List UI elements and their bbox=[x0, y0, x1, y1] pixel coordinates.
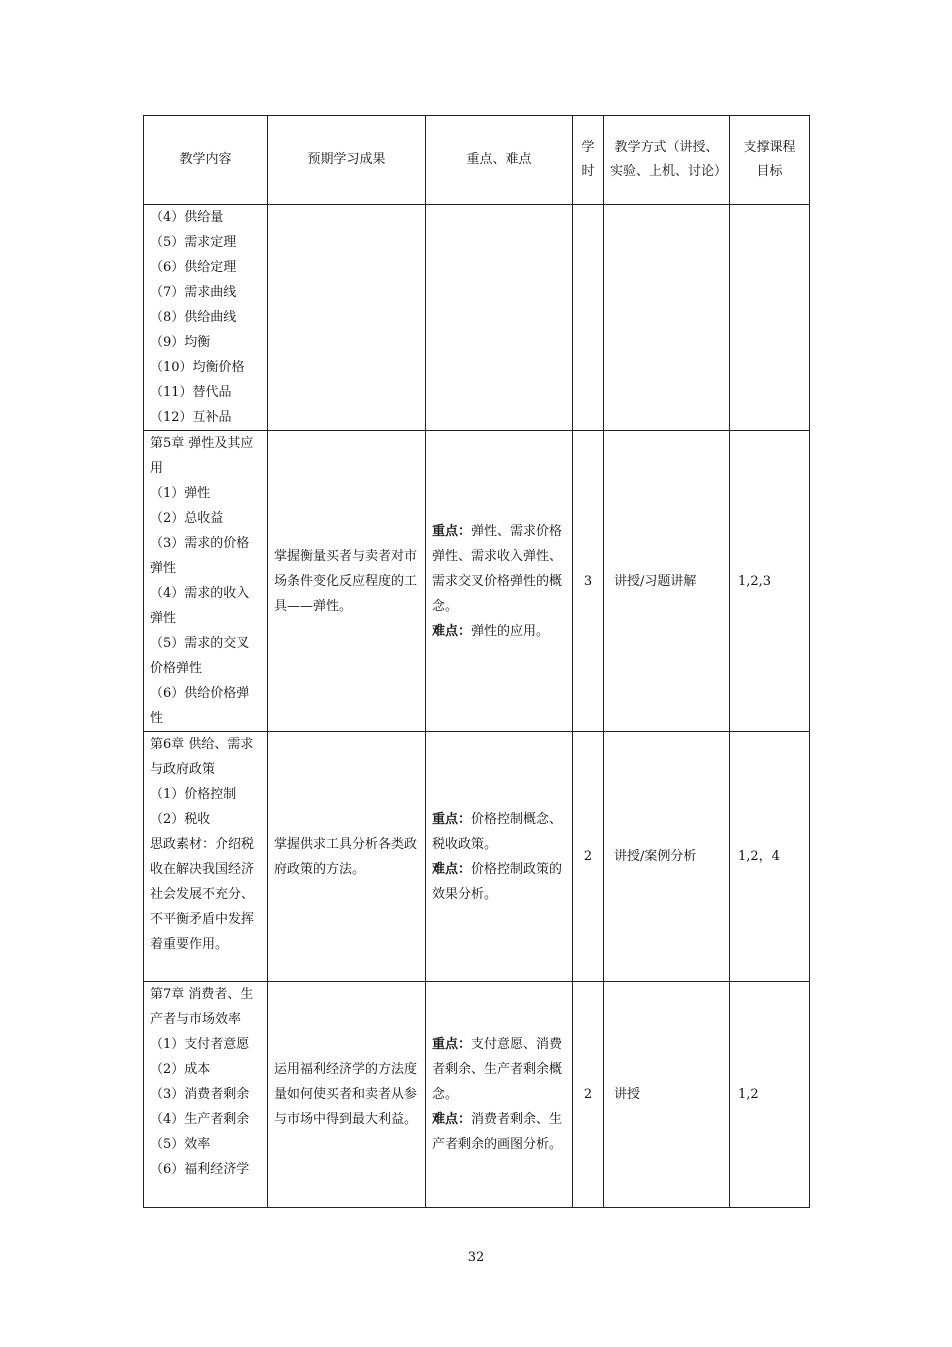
content-line: （1）支付者意愿 bbox=[150, 1037, 250, 1052]
cell-content bbox=[144, 982, 268, 1208]
chapter-title: 第5章 弹性及其应用 bbox=[150, 436, 254, 476]
cell-hours: 3 bbox=[573, 431, 604, 732]
cell-goal: 1,2 bbox=[730, 982, 810, 1208]
chapter-title: 第6章 供给、需求与政府政策 bbox=[150, 737, 254, 777]
cell-content bbox=[144, 431, 268, 732]
cell-method: 讲授 bbox=[604, 982, 730, 1208]
cell-hours bbox=[573, 205, 604, 431]
content-line: （3）需求的价格弹性 bbox=[150, 536, 250, 576]
cell-keypoints bbox=[426, 732, 573, 982]
header-goal: 支撑课程目标 bbox=[730, 116, 810, 205]
cell-outcome bbox=[268, 732, 426, 982]
content-line: （5）需求的交叉价格弹性 bbox=[150, 636, 250, 676]
content-line: （2）成本 bbox=[150, 1062, 211, 1077]
content-line: （2）总收益 bbox=[150, 511, 224, 526]
outcome-text: 掌握衡量买者与卖者对市场条件变化反应程度的工具——弹性。 bbox=[274, 548, 418, 614]
key-label: 重点： bbox=[432, 811, 472, 827]
syllabus-table bbox=[143, 115, 810, 1208]
cell-method: 讲授/习题讲解 bbox=[604, 431, 730, 732]
ideology-note: 思政素材：介绍税收在解决我国经济社会发展不充分、不平衡矛盾中发挥着重要作用。 bbox=[150, 837, 255, 952]
content-line: （6）供给定理 bbox=[150, 260, 237, 275]
cell-method bbox=[604, 205, 730, 431]
header-hours: 学时 bbox=[573, 116, 604, 205]
cell-hours: 2 bbox=[573, 982, 604, 1208]
difficulty-label: 难点： bbox=[432, 861, 472, 877]
cell-goal bbox=[730, 205, 810, 431]
table-row bbox=[144, 205, 810, 431]
table-row bbox=[144, 431, 810, 732]
cell-goal: 1,2,3 bbox=[730, 431, 810, 732]
cell-content bbox=[144, 732, 268, 982]
cell-hours: 2 bbox=[573, 732, 604, 982]
cell-method: 讲授/案例分析 bbox=[604, 732, 730, 982]
content-line: （4）需求的收入弹性 bbox=[150, 586, 250, 626]
content-line: （4）生产者剩余 bbox=[150, 1112, 250, 1127]
header-content: 教学内容 bbox=[144, 116, 268, 205]
content-line: （8）供给曲线 bbox=[150, 310, 237, 325]
content-line: （5）效率 bbox=[150, 1137, 211, 1152]
table-row bbox=[144, 982, 810, 1208]
content-line: （6）福利经济学 bbox=[150, 1162, 250, 1177]
table-row bbox=[144, 732, 810, 982]
cell-keypoints bbox=[426, 431, 573, 732]
content-line: （12）互补品 bbox=[150, 410, 232, 425]
header-method: 教学方式（讲授、实验、上机、讨论） bbox=[604, 116, 730, 205]
cell-keypoints bbox=[426, 205, 573, 431]
cell-content bbox=[144, 205, 268, 431]
difficulty-text: 弹性的应用。 bbox=[471, 623, 550, 639]
page-number: 32 bbox=[467, 1250, 485, 1265]
content-line: （1）价格控制 bbox=[150, 787, 237, 802]
key-text: 弹性、需求价格弹性、需求收入弹性、需求交叉价格弹性的概念。 bbox=[432, 523, 563, 614]
cell-outcome bbox=[268, 205, 426, 431]
cell-goal: 1,2，4 bbox=[730, 732, 810, 982]
chapter-title: 第7章 消费者、生产者与市场效率 bbox=[150, 987, 254, 1027]
content-line: （6）供给价格弹性 bbox=[150, 686, 250, 726]
cell-outcome bbox=[268, 982, 426, 1208]
content-line: （7）需求曲线 bbox=[150, 285, 237, 300]
difficulty-label: 难点： bbox=[432, 623, 472, 639]
outcome-text: 运用福利经济学的方法度量如何使买者和卖者从参与市场中得到最大利益。 bbox=[274, 1062, 418, 1127]
key-label: 重点： bbox=[432, 1037, 472, 1052]
cell-outcome bbox=[268, 431, 426, 732]
content-line: （2）税收 bbox=[150, 812, 211, 827]
key-text: 支付意愿、消费者剩余、生产者剩余概念。 bbox=[432, 1037, 563, 1102]
content-line: （3）消费者剩余 bbox=[150, 1087, 250, 1102]
difficulty-text: 价格控制政策的效果分析。 bbox=[432, 861, 563, 902]
content-line: （1）弹性 bbox=[150, 486, 211, 501]
difficulty-text: 消费者剩余、生产者剩余的画图分析。 bbox=[432, 1112, 563, 1152]
content-line: （11）替代品 bbox=[150, 385, 232, 400]
table-header-row bbox=[144, 116, 810, 205]
content-line: （9）均衡 bbox=[150, 335, 211, 350]
content-line: （4）供给量 bbox=[150, 210, 224, 225]
content-line: （10）均衡价格 bbox=[150, 360, 245, 375]
header-keypoints: 重点、难点 bbox=[426, 116, 573, 205]
difficulty-label: 难点： bbox=[432, 1112, 472, 1127]
key-label: 重点： bbox=[432, 523, 472, 539]
header-outcome: 预期学习成果 bbox=[268, 116, 426, 205]
cell-keypoints bbox=[426, 982, 573, 1208]
key-text: 价格控制概念、税收政策。 bbox=[432, 811, 563, 852]
outcome-text: 掌握供求工具分析各类政府政策的方法。 bbox=[274, 836, 418, 877]
content-line: （5）需求定理 bbox=[150, 235, 237, 250]
